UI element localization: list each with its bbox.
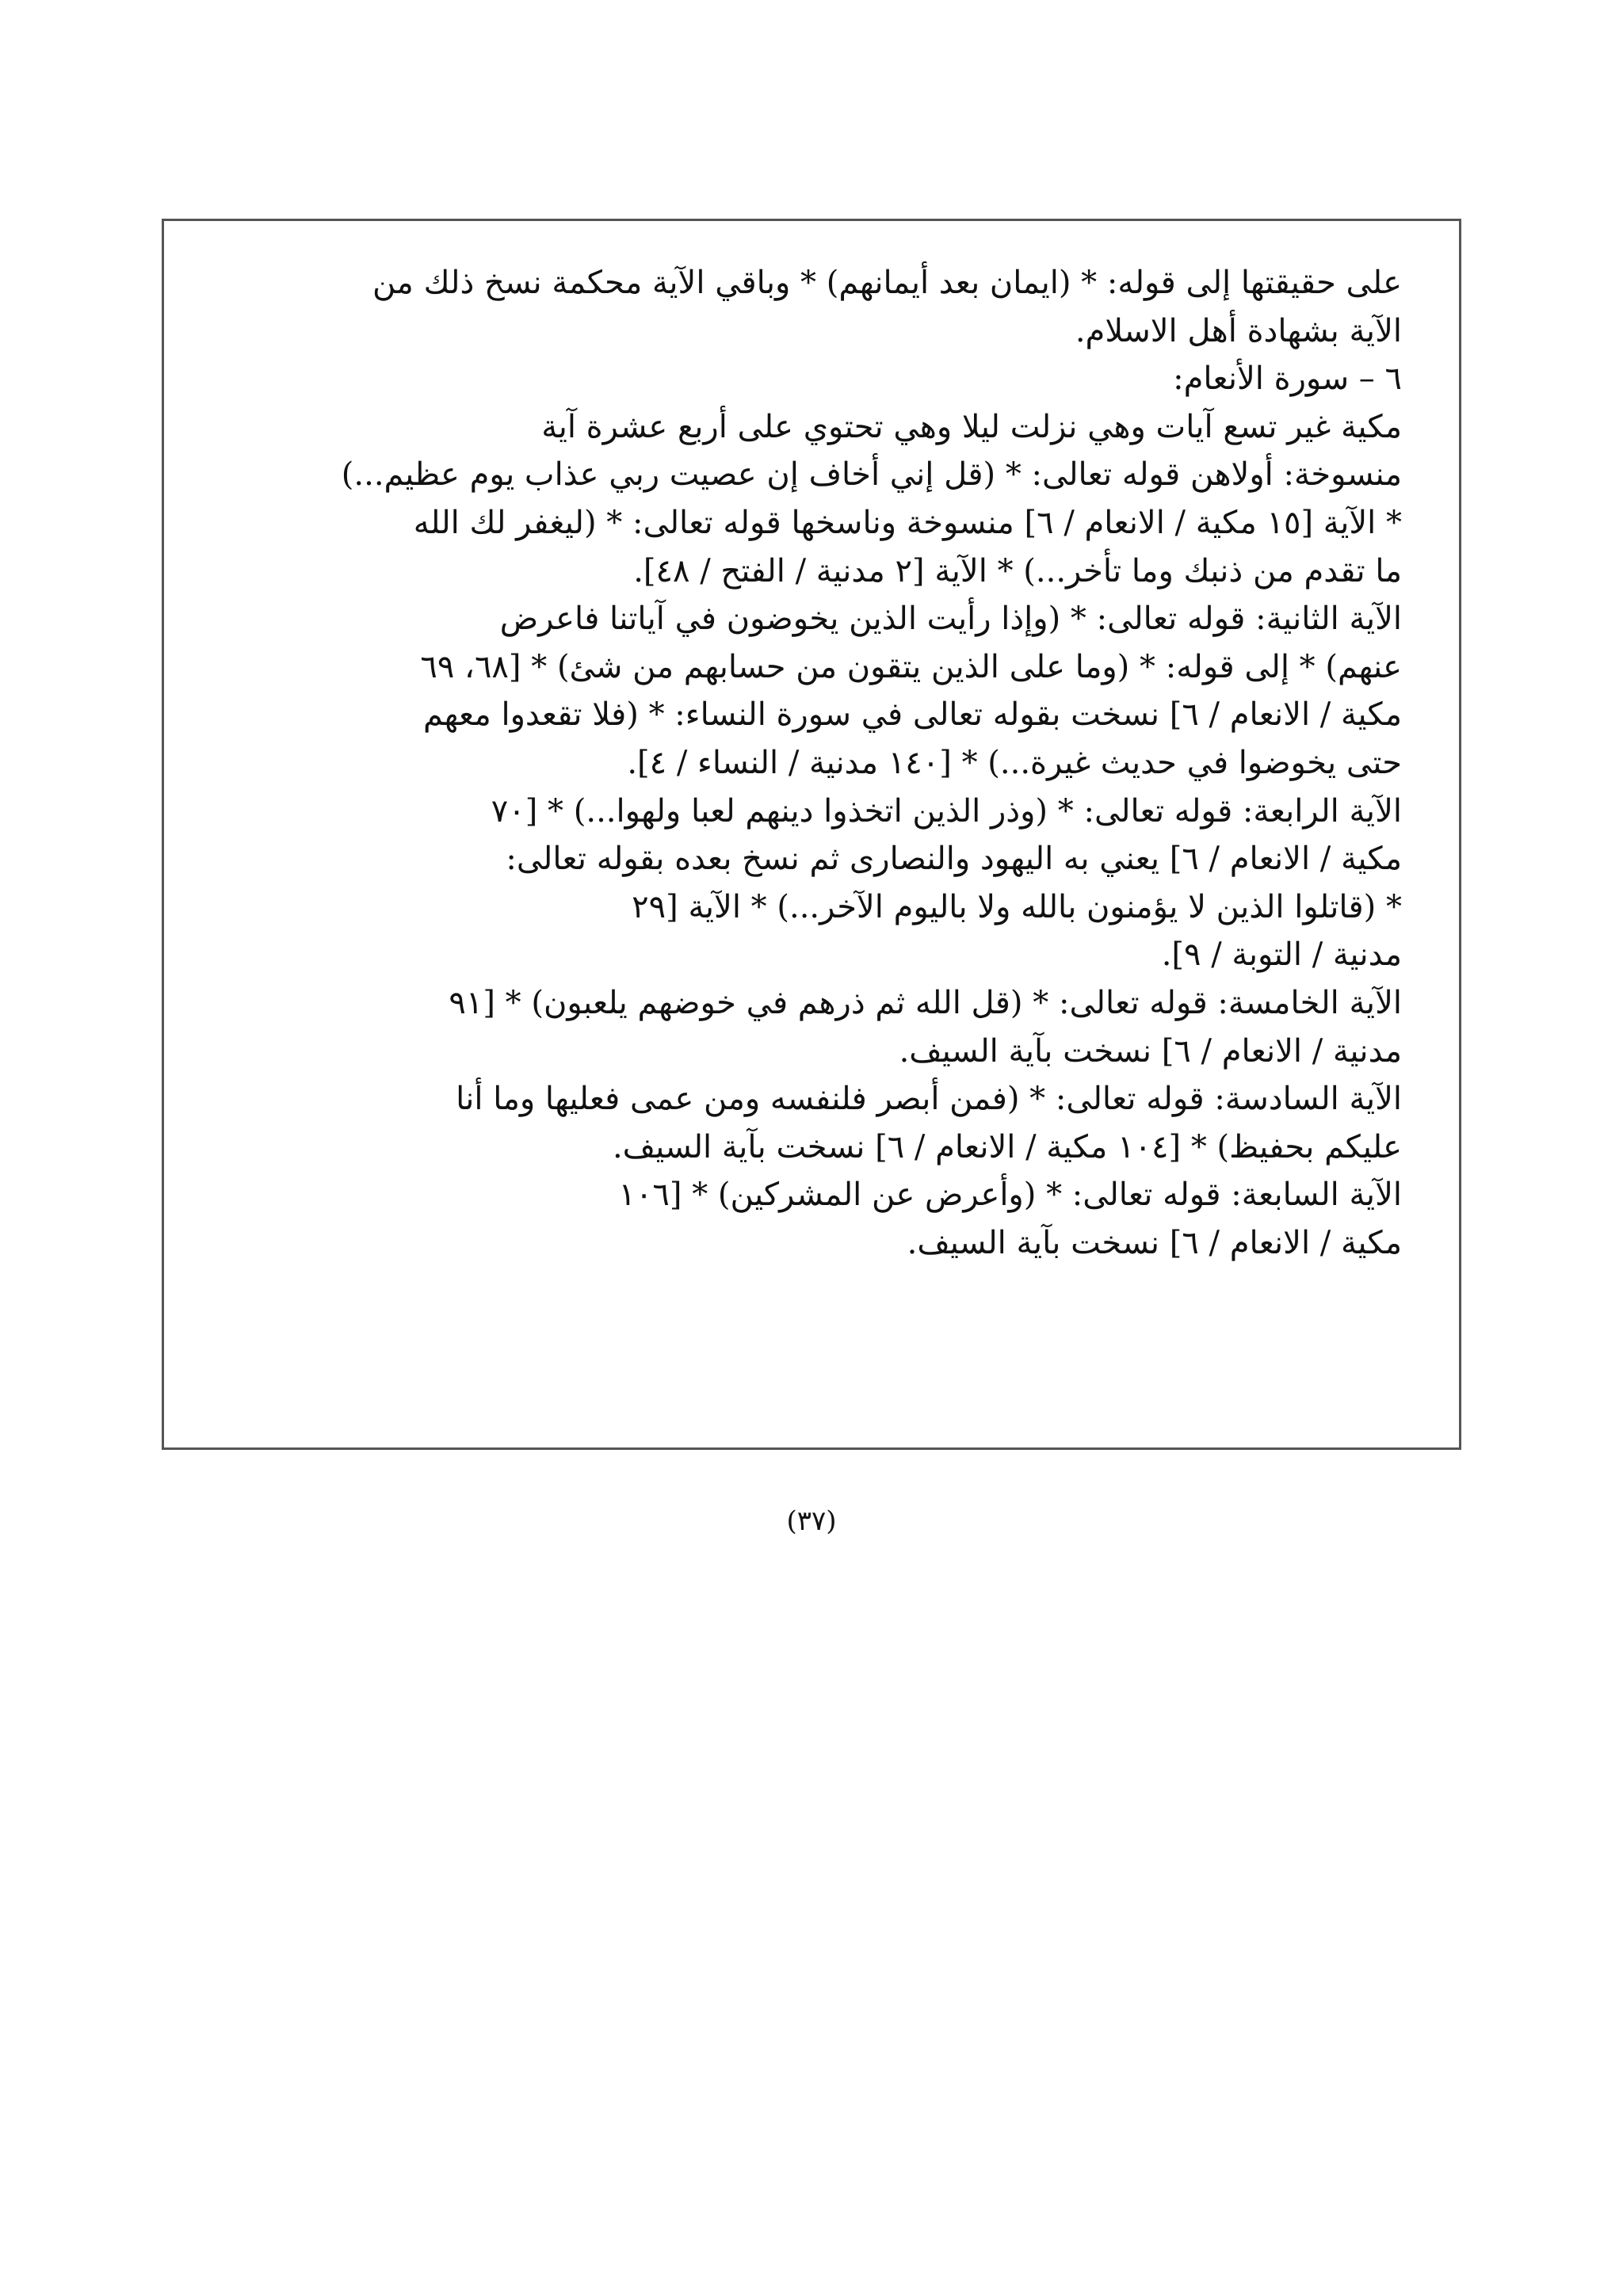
page-number: (٣٧) [786,1505,837,1537]
text-frame [162,219,1461,1450]
text-line: منسوخة: أولاهن قوله تعالى: * (قل إني أخاف إن عصيت ربي عذاب يوم عظيم...) [341,456,1402,494]
text-line: * (قاتلوا الذين لا يؤمنون بالله ولا باليوم الآخر...) * الآية [٢٩ [632,888,1402,925]
text-line: عليكم بحفيظ) * [١٠٤ مكية / الانعام / ٦] نسخت بآية السيف. [612,1128,1402,1165]
text-line: مدنية / الانعام / ٦] نسخت بآية السيف. [899,1032,1402,1070]
text-line: مكية غير تسع آيات وهي نزلت ليلا وهي تحتوي على أربع عشرة آية [541,408,1402,445]
text-line: الآية السابعة: قوله تعالى: * (وأعرض عن المشركين) * [١٠٦ [618,1177,1402,1214]
text-line: ما تقدم من ذنبك وما تأخر...) * الآية [٢ مدنية / الفتح / ٤٨]. [633,552,1402,589]
text-line: حتى يخوضوا في حديث غيرة...) * [١٤٠ مدنية / النساء / ٤]. [627,744,1402,781]
text-line: الآية السادسة: قوله تعالى: * (فمن أبصر فلنفسه ومن عمى فعليها وما أنا [456,1081,1402,1118]
text-line: الآية الخامسة: قوله تعالى: * (قل الله ثم ذرهم في خوضهم يلعبون) * [٩١ [449,984,1402,1021]
text-line: الآية الثانية: قوله تعالى: * (وإذا رأيت الذين يخوضون في آياتنا فاعرض [499,601,1402,638]
text-line: مكية / الانعام / ٦] نسخت بآية السيف. [907,1224,1402,1261]
section-heading: ٦ – سورة الأنعام: [1173,360,1402,398]
text-line: مكية / الانعام / ٦] يعني به اليهود والنصارى ثم نسخ بعده بقوله تعالى: [506,841,1402,878]
text-line: الآية الرابعة: قوله تعالى: * (وذر الذين اتخذوا دينهم لعبا ولهوا...) * [٧٠ [491,792,1402,830]
text-line: على حقيقتها إلى قوله: * (ايمان بعد أيمانهم) * وباقي الآية محكمة نسخ ذلك من [372,265,1402,301]
text-line: * الآية [١٥ مكية / الانعام / ٦] منسوخة وناسخها قوله تعالى: * (ليغفر لك الله [413,504,1402,541]
text-line: الآية بشهادة أهل الاسلام. [1075,312,1402,349]
main-text [221,259,1402,1267]
text-line: عنهم) * إلى قوله: * (وما على الذين يتقون من حسابهم من شئ) * [٦٨، ٦٩ [420,648,1402,685]
text-line: مكية / الانعام / ٦] نسخت بقوله تعالى في سورة النساء: * (فلا تقعدوا معهم [422,696,1402,734]
text-line: مدنية / التوبة / ٩]. [1161,936,1402,974]
